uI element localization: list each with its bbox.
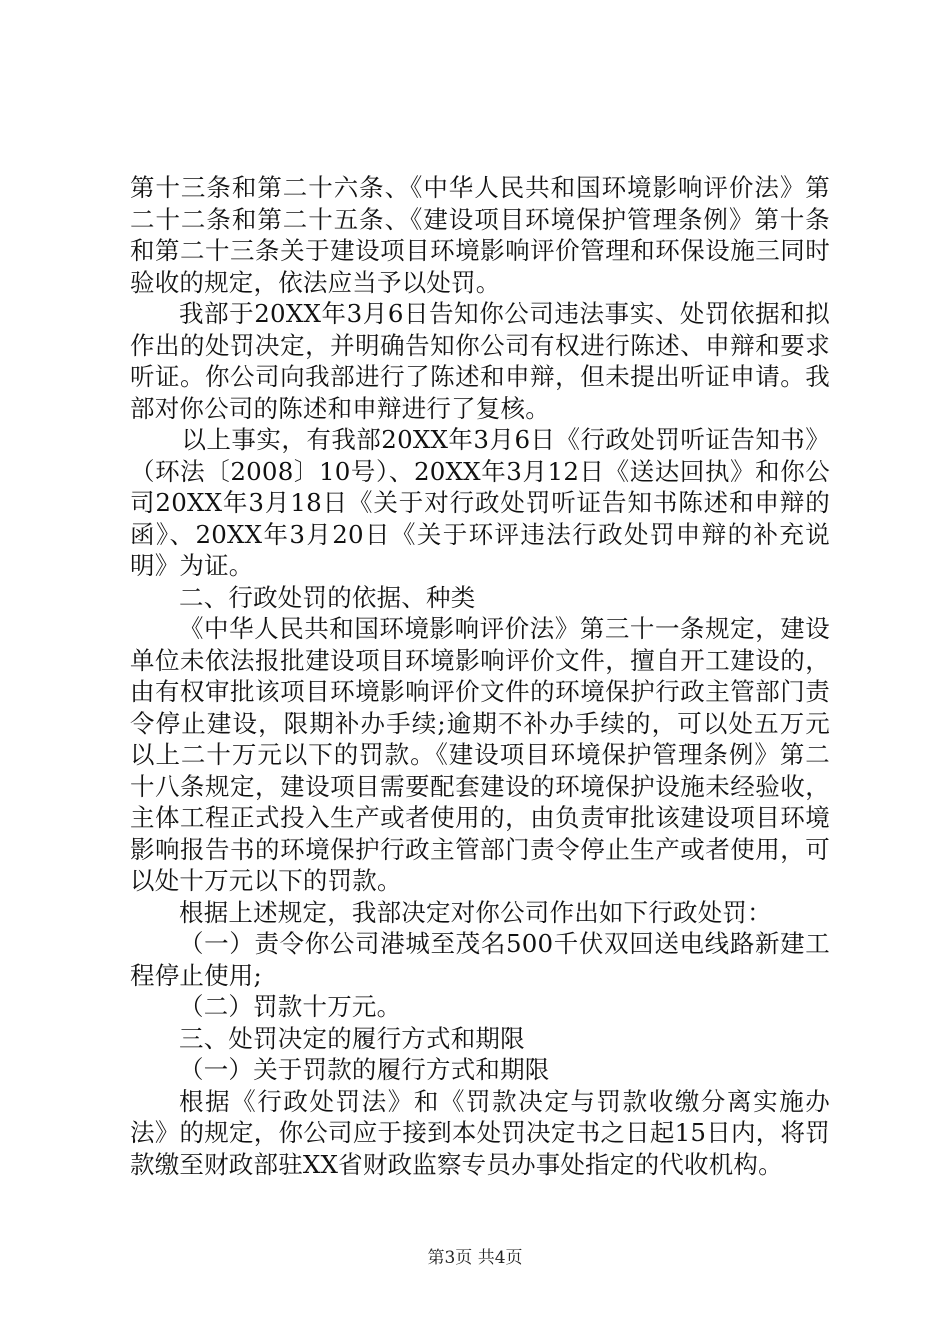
paragraph-notification: 我部于20XX年3月6日告知你公司违法事实、处罚依据和拟作出的处罚决定，并明确告知你公司有权进行陈述、申辩和要求听证。你公司向我部进行了陈述和申辩，但未提出听证申请。我部对你公司的陈述和申辩进行了复核。: [130, 299, 830, 423]
subsection-heading-fine-payment: （一）关于罚款的履行方式和期限: [179, 1055, 550, 1084]
paragraph-payment-terms: 根据《行政处罚法》和《罚款决定与罚款收缴分离实施办法》的规定，你公司应于接到本处罚决定书之日起15日内，将罚款缴至财政部驻XX省财政监察专员办事处指定的代收机构。: [130, 1086, 830, 1179]
paragraph-decision-intro: 根据上述规定，我部决定对你公司作出如下行政处罚：: [179, 897, 772, 927]
paragraph-penalty-item-1: （一）责令你公司港城至茂名500千伏双回送电线路新建工程停止使用;: [130, 929, 830, 990]
page-number-footer: 第3页 共4页: [427, 1248, 523, 1268]
paragraph-statutes: 《中华人民共和国环境影响评价法》第三十一条规定，建设单位未依法报批建设项目环境影响评价文件，擅自开工建设的，由有权审批该项目环境影响评价文件的环境保护行政主管部门责令停止建设，限期补办手续;逾期不补办手续的，可以处五万元以上二十万元以下的罚款。《建设项目环境保护管理条例》第二十八条规定，建设项目需要配套建设的环境保护设施未经验收，主体工程正式投入生产或者使用的，由负责审批该建设项目环境影响报告书的环境保护行政主管部门责令停止生产或者使用，可以处十万元以下的罚款。: [130, 614, 830, 895]
section-heading-performance: 三、处罚决定的履行方式和期限: [179, 1023, 525, 1053]
document-body: [130, 172, 830, 1180]
paragraph-legal-basis-continued: 第十三条和第二十六条、《中华人民共和国环境影响评价法》第二十二条和第二十五条、《建设项目环境保护管理条例》第十条和第二十三条关于建设项目环境影响评价管理和环保设施三同时验收的规定，依法应当予以处罚。: [130, 173, 830, 297]
paragraph-evidence: 以上事实，有我部20XX年3月6日《行政处罚听证告知书》（环法〔2008〕10号）、20XX年3月12日《送达回执》和你公司20XX年3月18日《关于对行政处罚听证告知书陈述和申辩的函》、20XX年3月20日《关于环评违法行政处罚申辩的补充说明》为证。: [130, 425, 830, 580]
paragraph-penalty-item-2: （二）罚款十万元。: [179, 992, 402, 1021]
section-heading-basis-and-type: 二、行政处罚的依据、种类: [179, 582, 476, 612]
